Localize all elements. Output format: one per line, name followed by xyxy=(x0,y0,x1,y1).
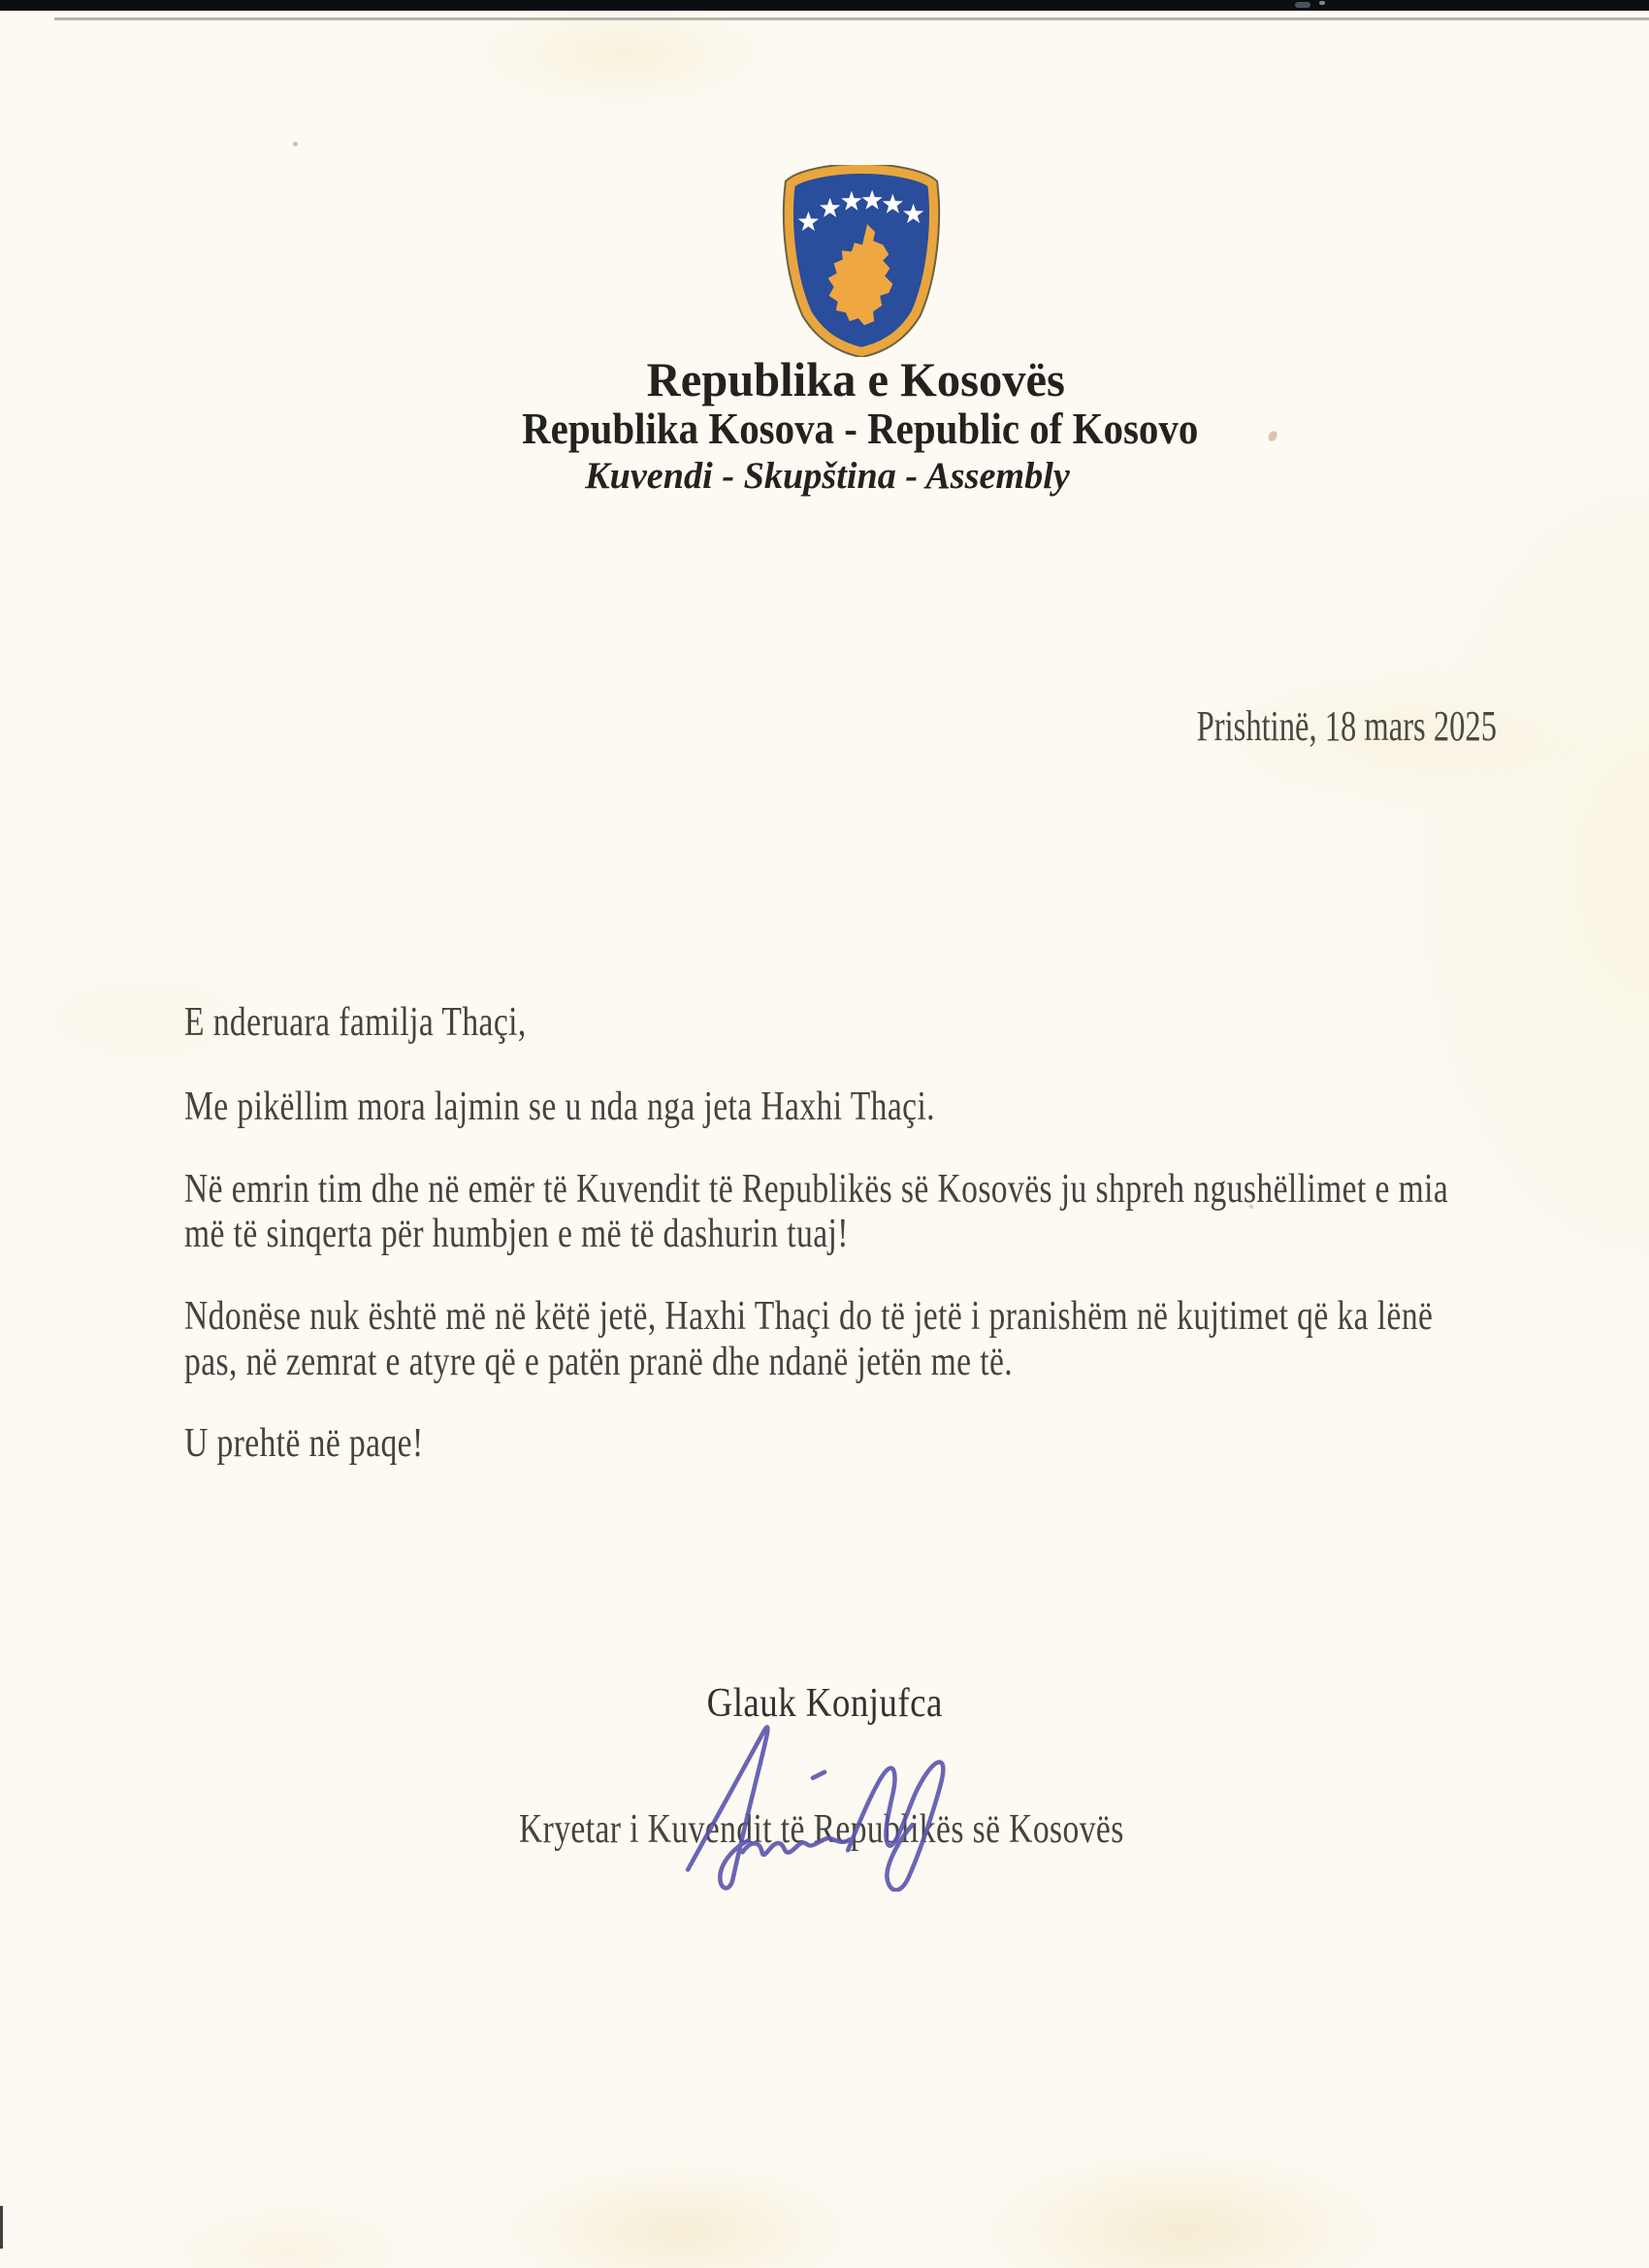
kosovo-coat-of-arms-icon xyxy=(773,165,950,357)
letterhead-subtitle-assembly: Kuvendi - Skupština - Assembly xyxy=(585,455,1070,497)
scan-speck xyxy=(1319,1,1325,5)
letterhead-title-bilingual: Republika Kosova - Republic of Kosovo xyxy=(522,404,1199,453)
scan-speck xyxy=(293,142,298,146)
body-line: pas, në zemrat e atyre që e patën pranë dhe ndanë jetën me të. xyxy=(184,1340,1014,1384)
closing-line: U prehtë në paqe! xyxy=(184,1421,424,1466)
body-line: Me pikëllim mora lajmin se u nda nga jeta Haxhi Thaçi. xyxy=(184,1085,935,1129)
handwritten-signature xyxy=(674,1715,967,1892)
scan-speck xyxy=(1295,2,1310,8)
signer-title: Kryetar i Kuvendit të Republikës së Kosovës xyxy=(519,1807,1124,1852)
dateline: Prishtinë, 18 mars 2025 xyxy=(1196,702,1497,750)
salutation: E nderuara familja Thaçi, xyxy=(184,1000,527,1045)
scan-edge-band xyxy=(0,0,1649,11)
signer-name: Glauk Konjufca xyxy=(706,1681,943,1726)
body-line: Ndonëse nuk është më në këtë jetë, Haxhi Thaçi do të jetë i pranishëm në kujtimet që ka lënë xyxy=(184,1294,1434,1339)
scan-edge-line xyxy=(54,17,1649,20)
scan-edge-sliver xyxy=(0,2206,3,2249)
body-line: më të sinqerta për humbjen e më të dashurin tuaj! xyxy=(184,1212,849,1256)
body-line: Në emrin tim dhe në emër të Kuvendit të Republikës së Kosovës ju shpreh ngushëllimet e mia xyxy=(184,1167,1449,1212)
letterhead-title-albanian: Republika e Kosovës xyxy=(646,352,1065,406)
